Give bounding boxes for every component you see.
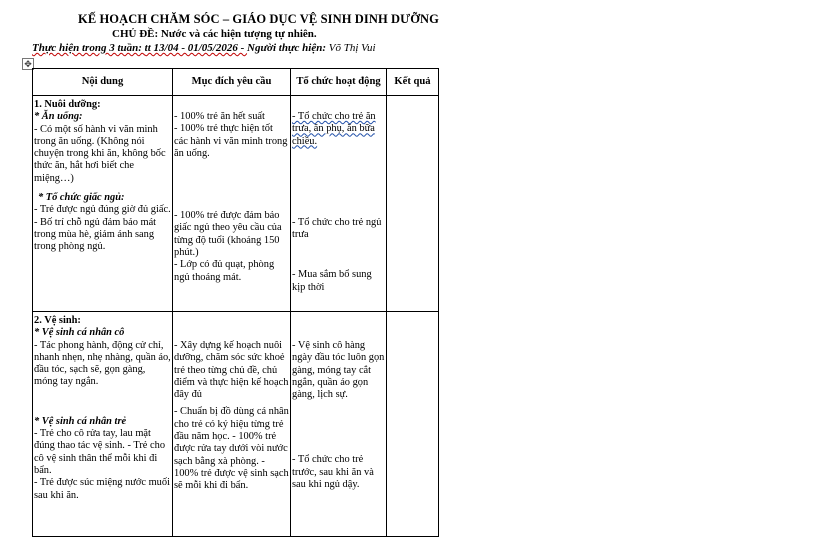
cell-purpose-nutrition[interactable] [173, 96, 291, 312]
sub-heading-teacher-hygiene: * Vệ sinh cá nhân cô [34, 327, 125, 339]
meta-prefix: Thực hiện trong 3 tuần: [32, 42, 145, 54]
eating-text: - Có một số hành vi văn minh trong ăn uống. (Không nói chuyện trong khi ăn, không bốc thức ăn, hắt hơi biết che miệng…) [34, 123, 166, 184]
col-header-activity: Tổ chức hoạt động [291, 69, 387, 96]
care-plan-table [32, 68, 439, 537]
table-row [33, 312, 439, 537]
cell-purpose-hygiene[interactable] [173, 312, 291, 537]
topic-subtitle: CHỦ ĐỀ: Nước và các hiện tượng tự nhiên. [112, 28, 317, 40]
page-title: KẾ HOẠCH CHĂM SÓC – GIÁO DỤC VỆ SINH DINH DƯỠNG [78, 12, 439, 26]
cell-activity-nutrition[interactable] [291, 96, 387, 312]
activity-text-2: - Tổ chức cho trẻ ngủ trưa [292, 216, 382, 241]
meta-person: Võ Thị Vui [328, 42, 376, 54]
cell-result-nutrition[interactable] [387, 96, 439, 312]
table-move-handle-icon[interactable]: ✥ [22, 58, 34, 70]
sub-heading-child-hygiene: * Vệ sinh cá nhân trẻ [34, 415, 127, 427]
table-row [33, 96, 439, 312]
meta-dates: tt 13/04 - 01/05/2026 - [144, 42, 248, 54]
col-header-result: Kết quả [387, 69, 439, 96]
section-heading-nutrition: 1. Nuôi dưỡng: [34, 99, 101, 110]
purpose-text-4: - Lớp có đủ quạt, phòng ngủ thoáng mát. [174, 259, 275, 283]
col-header-purpose: Mục đích yêu cầu [173, 69, 291, 96]
meta-person-label: Người thực hiện: [247, 42, 329, 54]
child-hygiene-text-2: - Trẻ được súc miệng nước muối sau khi ăn. [34, 477, 170, 501]
hygiene-purpose-1: - Xây dựng kế hoạch nuôi dưỡng, chăm sóc sức khoẻ trẻ theo từng chủ đề, chủ điểm và thực hiện kế hoạch đây đủ [174, 340, 289, 401]
cell-content-nutrition[interactable] [33, 96, 173, 312]
hygiene-activity-2: - Tổ chức cho trẻ trước, sau khi ăn và sau khi ngủ dậy. [292, 454, 374, 491]
teacher-hygiene-text: - Tác phong hành, động cử chỉ, nhanh nhẹn, nhẹ nhàng, quần áo, đầu tóc, sạch sẽ, gọn gàng, móng tay ngắn. [34, 339, 171, 388]
hygiene-purpose-2: - Chuẩn bị đồ dùng cá nhân cho trẻ có ký hiệu từng trẻ đầu năm học. - 100% trẻ được rửa tay dưới vòi nước sạch bằng xà phòng. - 100% trẻ được vệ sinh sạch sẽ mỗi khi đi bẩn. [174, 406, 289, 492]
col-header-content: Nội dung [33, 69, 173, 96]
sleep-text-1: - Trẻ được ngủ đúng giờ đủ giấc. [34, 204, 171, 216]
hygiene-activity-1: - Vệ sinh cô hàng ngày đầu tóc luôn gọn gàng, móng tay cắt ngắn, quần áo gọn gàng, lịch sự. [292, 340, 385, 401]
purpose-text-1: - 100% trẻ ăn hết suất [174, 111, 265, 122]
cell-content-hygiene[interactable] [33, 312, 173, 537]
purpose-text-3: - 100% trẻ được đảm bảo giấc ngủ theo yêu cầu của từng độ tuổi (khoảng 150 phút.) [174, 210, 282, 259]
child-hygiene-text: - Trẻ cho cô rửa tay, lau mặt đúng thao tác vệ sinh. - Trẻ cho cô vệ sinh thân thể mỗi khi đi bẩn. [34, 428, 166, 476]
activity-text-3: - Mua sắm bổ sung kịp thời [292, 269, 372, 293]
purpose-text-2: - 100% trẻ thực hiện tốt các hành vi văn minh trong ăn uống. [174, 123, 288, 159]
sub-heading-eating: * Ăn uống: [34, 111, 83, 123]
activity-text-1: - Tổ chức cho trẻ ăn trưa, ăn phụ, ăn bữa chiều. [292, 111, 376, 147]
cell-activity-hygiene[interactable] [291, 312, 387, 537]
sub-heading-sleep: * Tổ chức giấc ngủ: [38, 192, 125, 204]
table-header-row [33, 69, 439, 96]
sleep-text-2: - Bố trí chỗ ngủ đảm bảo mát trong mùa hè, giảm ánh sang trong phòng ngủ. [34, 216, 157, 253]
cell-result-hygiene[interactable] [387, 312, 439, 537]
section-heading-hygiene: 2. Vệ sinh: [34, 315, 81, 326]
plan-meta [32, 42, 376, 54]
